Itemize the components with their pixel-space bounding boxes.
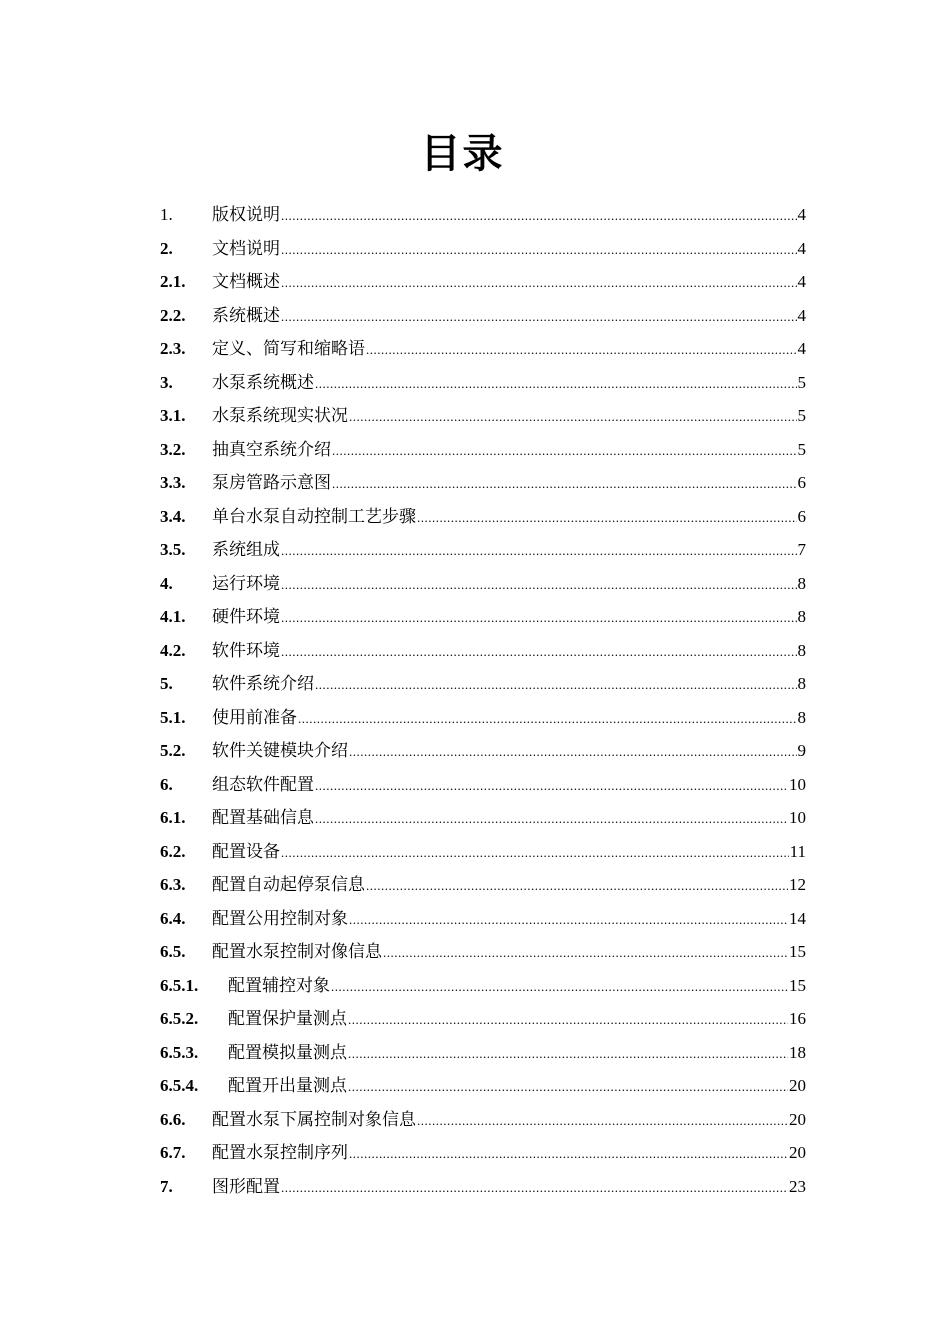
toc-entry-page-number: 4 bbox=[797, 272, 806, 291]
toc-entry-title: 配置模拟量测点 bbox=[228, 1042, 347, 1063]
toc-entry[interactable] bbox=[160, 500, 806, 534]
toc-dot-leader bbox=[349, 400, 797, 434]
toc-entry-number: 6.5. bbox=[160, 942, 186, 961]
toc-dot-leader bbox=[281, 1171, 788, 1205]
toc-entry-number: 5.2. bbox=[160, 741, 186, 760]
toc-entry-page-number: 5 bbox=[797, 439, 806, 459]
toc-dot-leader bbox=[366, 869, 788, 903]
toc-entry[interactable] bbox=[160, 232, 806, 266]
toc-entry-title: 定义、简写和缩略语 bbox=[212, 339, 365, 359]
toc-entry[interactable] bbox=[160, 332, 806, 366]
toc-entry-page-number: 8 bbox=[797, 573, 806, 593]
toc-entry-title: 组态软件配置 bbox=[212, 774, 314, 795]
toc-entry-title: 版权说明 bbox=[212, 205, 280, 225]
toc-entry[interactable] bbox=[160, 366, 806, 400]
toc-dot-leader bbox=[315, 367, 797, 401]
toc-entry-page-number: 5 bbox=[797, 406, 806, 425]
page-title: 目录 bbox=[420, 131, 505, 177]
toc-dot-leader bbox=[315, 802, 788, 836]
toc-dot-leader bbox=[348, 1003, 788, 1037]
toc-entry-page-number: 10 bbox=[789, 774, 806, 794]
toc-entry-number: 6.5.4. bbox=[160, 1076, 199, 1095]
toc-entry-number: 2. bbox=[160, 238, 173, 258]
toc-entry-page-number: 10 bbox=[789, 808, 806, 827]
toc-entry-page-number: 6 bbox=[797, 506, 806, 526]
toc-entry-title: 配置自动起停泵信息 bbox=[212, 875, 365, 895]
toc-entry-title: 水泵系统概述 bbox=[212, 372, 314, 393]
toc-entry-number: 6.1. bbox=[160, 808, 186, 827]
toc-entry-title: 运行环境 bbox=[212, 573, 280, 594]
toc-entry-title: 软件环境 bbox=[212, 640, 280, 661]
toc-entry[interactable] bbox=[160, 1036, 806, 1070]
toc-entry-page-number: 8 bbox=[797, 707, 806, 727]
toc-entry[interactable] bbox=[160, 399, 806, 433]
toc-entry[interactable] bbox=[160, 299, 806, 333]
toc-entry-page-number: 11 bbox=[789, 841, 806, 861]
toc-entry-title: 泵房管路示意图 bbox=[212, 473, 331, 493]
toc-entry[interactable] bbox=[160, 902, 806, 936]
toc-dot-leader bbox=[281, 836, 789, 870]
toc-dot-leader bbox=[281, 233, 797, 267]
toc-dot-leader bbox=[417, 501, 797, 535]
toc-entry[interactable] bbox=[160, 969, 806, 1003]
toc-dot-leader bbox=[349, 735, 797, 769]
toc-entry-number: 6.5.2. bbox=[160, 1009, 199, 1028]
toc-entry-title: 配置基础信息 bbox=[212, 808, 314, 828]
toc-entry-title: 配置开出量测点 bbox=[228, 1076, 347, 1096]
toc-entry[interactable] bbox=[160, 801, 806, 835]
toc-entry[interactable] bbox=[160, 533, 806, 567]
toc-dot-leader bbox=[298, 702, 797, 736]
toc-entry-number: 3.3. bbox=[160, 473, 186, 492]
toc-dot-leader bbox=[281, 534, 797, 568]
toc-entry-number: 4. bbox=[160, 573, 173, 593]
toc-entry-title: 软件系统介绍 bbox=[212, 674, 314, 694]
toc-entry-title: 配置辅控对象 bbox=[228, 975, 330, 996]
toc-dot-leader bbox=[315, 769, 788, 803]
toc-entry-page-number: 14 bbox=[789, 908, 806, 928]
toc-entry[interactable] bbox=[160, 600, 806, 634]
toc-entry-page-number: 8 bbox=[797, 640, 806, 660]
toc-entry-number: 6. bbox=[160, 774, 173, 794]
toc-entry-title: 系统概述 bbox=[212, 305, 280, 326]
toc-entry-page-number: 20 bbox=[789, 1143, 806, 1162]
toc-dot-leader bbox=[349, 903, 788, 937]
toc-entry-number: 2.1. bbox=[160, 272, 186, 291]
toc-entry-number: 1. bbox=[160, 205, 173, 224]
toc-dot-leader bbox=[331, 970, 788, 1004]
toc-entry-page-number: 4 bbox=[797, 238, 806, 258]
toc-entry[interactable] bbox=[160, 868, 806, 902]
toc-entry-title: 配置水泵控制对像信息 bbox=[212, 942, 382, 962]
toc-entry-number: 6.2. bbox=[160, 841, 186, 861]
toc-dot-leader bbox=[281, 266, 797, 300]
toc-entry[interactable] bbox=[160, 667, 806, 701]
toc-entry-page-number: 15 bbox=[789, 942, 806, 961]
toc-entry-page-number: 4 bbox=[797, 205, 806, 224]
toc-entry-number: 5.1. bbox=[160, 707, 186, 727]
toc-entry-page-number: 12 bbox=[789, 875, 806, 894]
toc-entry[interactable] bbox=[160, 1002, 806, 1036]
toc-entry-title: 文档概述 bbox=[212, 272, 280, 292]
toc-entry-number: 6.3. bbox=[160, 875, 186, 894]
toc-entry-title: 配置公用控制对象 bbox=[212, 908, 348, 929]
toc-entry[interactable] bbox=[160, 734, 806, 768]
toc-entry-title: 配置水泵下属控制对象信息 bbox=[212, 1109, 416, 1130]
toc-entry-page-number: 4 bbox=[797, 339, 806, 358]
table-of-contents bbox=[160, 198, 806, 1203]
toc-entry-title: 配置水泵控制序列 bbox=[212, 1143, 348, 1163]
toc-entry[interactable] bbox=[160, 433, 806, 467]
toc-entry-title: 单台水泵自动控制工艺步骤 bbox=[212, 506, 416, 527]
toc-entry-title: 系统组成 bbox=[212, 540, 280, 560]
toc-entry-title: 软件关键模块介绍 bbox=[212, 741, 348, 761]
toc-entry[interactable] bbox=[160, 1103, 806, 1137]
toc-entry-title: 配置保护量测点 bbox=[228, 1009, 347, 1029]
toc-entry-number: 6.4. bbox=[160, 908, 186, 928]
toc-dot-leader bbox=[349, 1137, 788, 1171]
toc-entry-page-number: 23 bbox=[789, 1176, 806, 1196]
toc-entry[interactable] bbox=[160, 567, 806, 601]
toc-entry-title: 图形配置 bbox=[212, 1176, 280, 1197]
toc-entry-page-number: 16 bbox=[789, 1009, 806, 1028]
toc-entry-title: 水泵系统现实状况 bbox=[212, 406, 348, 426]
toc-dot-leader bbox=[281, 568, 797, 602]
toc-entry-number: 6.6. bbox=[160, 1109, 186, 1129]
toc-entry[interactable] bbox=[160, 701, 806, 735]
toc-entry-number: 7. bbox=[160, 1176, 173, 1196]
toc-entry-title: 使用前准备 bbox=[212, 707, 297, 728]
toc-entry-page-number: 5 bbox=[797, 372, 806, 392]
toc-dot-leader bbox=[281, 300, 797, 334]
toc-dot-leader bbox=[348, 1037, 788, 1071]
toc-entry-title: 抽真空系统介绍 bbox=[212, 439, 331, 460]
toc-entry-page-number: 6 bbox=[797, 473, 806, 492]
toc-entry-page-number: 8 bbox=[797, 674, 806, 693]
toc-entry-page-number: 7 bbox=[797, 540, 806, 559]
toc-entry-page-number: 15 bbox=[789, 975, 806, 995]
toc-entry[interactable] bbox=[160, 935, 806, 969]
toc-entry[interactable] bbox=[160, 634, 806, 668]
toc-entry-number: 3.2. bbox=[160, 439, 186, 459]
toc-entry-number: 6.7. bbox=[160, 1143, 186, 1162]
toc-entry-page-number: 8 bbox=[797, 607, 806, 626]
toc-entry-page-number: 9 bbox=[797, 741, 806, 760]
toc-entry-page-number: 20 bbox=[789, 1109, 806, 1129]
toc-entry[interactable] bbox=[160, 466, 806, 500]
toc-dot-leader bbox=[332, 434, 797, 468]
toc-entry-title: 文档说明 bbox=[212, 238, 280, 259]
toc-entry[interactable] bbox=[160, 835, 806, 869]
toc-entry[interactable] bbox=[160, 198, 806, 232]
toc-dot-leader bbox=[332, 467, 797, 501]
toc-entry-page-number: 18 bbox=[789, 1042, 806, 1062]
toc-entry-title: 配置设备 bbox=[212, 841, 280, 862]
toc-entry-number: 5. bbox=[160, 674, 173, 693]
toc-entry[interactable] bbox=[160, 1136, 806, 1170]
toc-entry-number: 2.2. bbox=[160, 305, 186, 325]
toc-dot-leader bbox=[383, 936, 788, 970]
toc-entry-number: 4.2. bbox=[160, 640, 186, 660]
toc-entry-number: 3. bbox=[160, 372, 173, 392]
toc-dot-leader bbox=[281, 199, 797, 233]
toc-entry-title: 硬件环境 bbox=[212, 607, 280, 627]
toc-entry-number: 6.5.1. bbox=[160, 975, 199, 995]
toc-entry-number: 4.1. bbox=[160, 607, 186, 626]
toc-entry-number: 3.4. bbox=[160, 506, 186, 526]
toc-entry-number: 3.5. bbox=[160, 540, 186, 559]
toc-entry-page-number: 20 bbox=[789, 1076, 806, 1095]
toc-entry-number: 3.1. bbox=[160, 406, 186, 425]
toc-entry[interactable] bbox=[160, 265, 806, 299]
toc-entry-page-number: 4 bbox=[797, 305, 806, 325]
toc-dot-leader bbox=[315, 668, 797, 702]
toc-entry[interactable] bbox=[160, 1170, 806, 1204]
toc-dot-leader bbox=[417, 1104, 788, 1138]
toc-entry-number: 2.3. bbox=[160, 339, 186, 358]
toc-dot-leader bbox=[366, 333, 797, 367]
toc-entry[interactable] bbox=[160, 768, 806, 802]
toc-dot-leader bbox=[348, 1070, 788, 1104]
toc-entry-number: 6.5.3. bbox=[160, 1042, 199, 1062]
toc-entry[interactable] bbox=[160, 1069, 806, 1103]
toc-dot-leader bbox=[281, 635, 797, 669]
toc-dot-leader bbox=[281, 601, 797, 635]
